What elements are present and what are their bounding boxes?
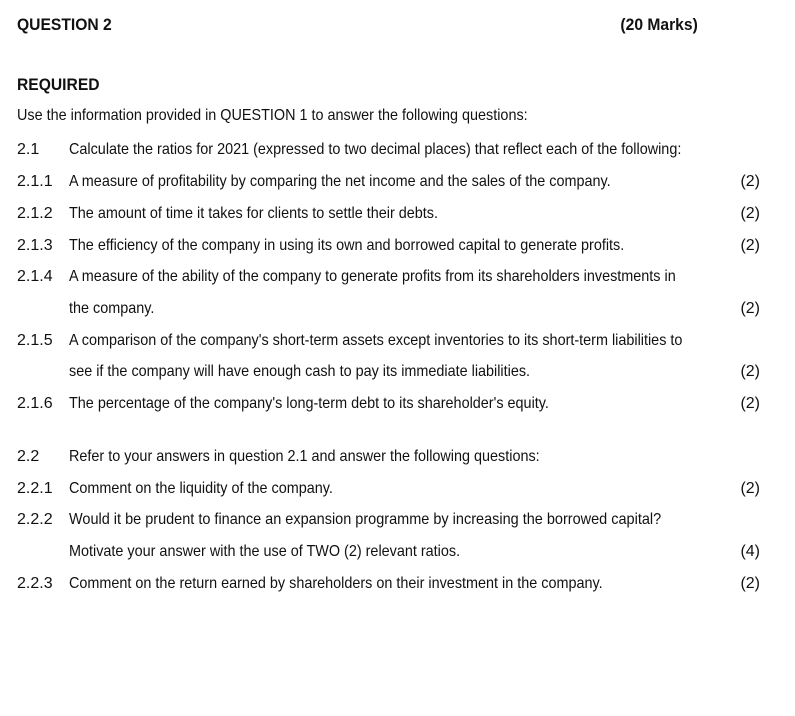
question-text: A comparison of the company's short-term assets except inventories to its short-term liabilities to: [69, 332, 683, 349]
question-mark: (4): [740, 543, 760, 560]
question-item-2-1-3: [17, 234, 762, 258]
section-2-1-header: [17, 138, 762, 162]
question-item-2-1-1: [17, 170, 762, 194]
section-text: Refer to your answers in question 2.1 and answer the following questions:: [69, 448, 540, 465]
question-text: A measure of the ability of the company to generate profits from its shareholders investments in: [69, 268, 676, 285]
section-number: 2.1: [17, 141, 40, 158]
question-number: 2.1.5: [17, 332, 53, 349]
question-item-2-1-2: [17, 202, 762, 226]
question-text-continued: the company.: [69, 300, 155, 317]
required-heading: [17, 75, 107, 95]
question-item-2-2-2: [17, 508, 762, 532]
section-text: Calculate the ratios for 2021 (expressed to two decimal places) that reflect each of the following:: [69, 141, 682, 158]
question-mark: (2): [740, 395, 760, 412]
question-number: 2.1.3: [17, 237, 53, 254]
question-text: The percentage of the company's long-term debt to its shareholder's equity.: [69, 395, 549, 412]
total-marks: (20 Marks): [620, 15, 698, 34]
question-mark: (2): [740, 205, 760, 222]
question-number: 2.1.1: [17, 173, 53, 190]
question-text: Comment on the return earned by shareholders on their investment in the company.: [69, 575, 603, 592]
question-mark: (2): [740, 237, 760, 254]
question-text: The efficiency of the company in using its own and borrowed capital to generate profits.: [69, 237, 625, 254]
question-mark: (2): [740, 173, 760, 190]
question-number: 2.2.1: [17, 480, 53, 497]
question-text: The amount of time it takes for clients to settle their debts.: [69, 205, 438, 222]
question-item-2-2-1: [17, 477, 762, 501]
question-item-2-2-2-cont: [17, 540, 762, 564]
question-text: Comment on the liquidity of the company.: [69, 480, 333, 497]
question-mark: (2): [740, 480, 760, 497]
intro-text: [17, 107, 584, 125]
question-item-2-1-4-cont: [17, 297, 762, 321]
intro-text-content: Use the information provided in QUESTION 1 to answer the following questions:: [17, 107, 528, 124]
question-item-2-1-5-cont: [17, 360, 762, 384]
question-item-2-1-5: [17, 329, 762, 353]
question-item-2-1-6: [17, 392, 762, 416]
question-mark: (2): [740, 300, 760, 317]
question-text: Would it be prudent to finance an expansion programme by increasing the borrowed capital?: [69, 511, 662, 528]
question-number: 2.1.4: [17, 268, 53, 285]
question-text-continued: see if the company will have enough cash to pay its immediate liabilities.: [69, 363, 531, 380]
question-header: [17, 12, 698, 38]
section-2-2-header: [17, 445, 762, 469]
question-number: 2.2.2: [17, 511, 53, 528]
required-heading-text: REQUIRED: [17, 75, 100, 94]
question-mark: (2): [740, 363, 760, 380]
question-number: 2.1.6: [17, 395, 53, 412]
question-number: 2.1.2: [17, 205, 53, 222]
question-text-continued: Motivate your answer with the use of TWO (2) relevant ratios.: [69, 543, 461, 560]
question-mark: (2): [740, 575, 760, 592]
question-item-2-1-4: [17, 265, 762, 289]
question-number: 2.2.3: [17, 575, 53, 592]
question-title: QUESTION 2: [17, 15, 112, 34]
question-item-2-2-3: [17, 572, 762, 596]
section-number: 2.2: [17, 448, 40, 465]
question-text: A measure of profitability by comparing the net income and the sales of the company.: [69, 173, 611, 190]
